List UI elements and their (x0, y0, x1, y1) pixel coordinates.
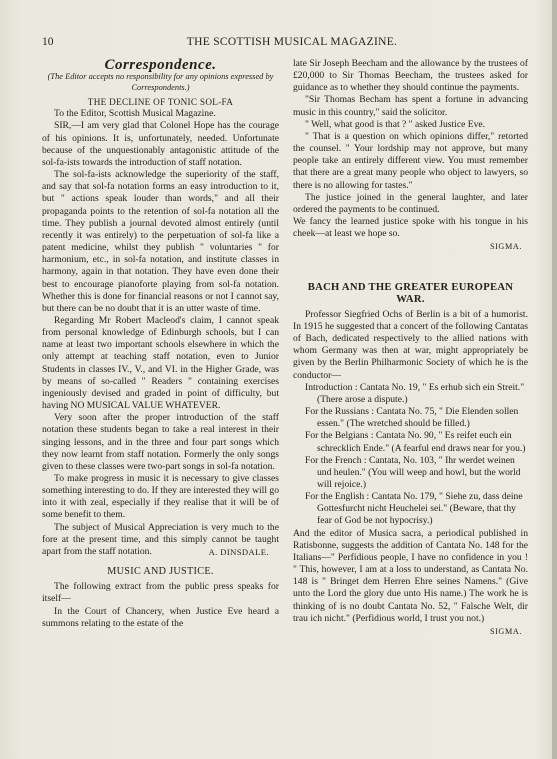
paragraph: " Well, what good is that ? " asked Justice Eve. (305, 118, 486, 130)
letter-salutation: To the Editor, Scottish Musical Magazine. (54, 108, 216, 120)
letter-signature: A. DINSDALE. (208, 546, 269, 557)
cantata-item: For the French : Cantata, No. 103, " Ihr werdet weinen und heulen." (You will weep and howl, but the world will rejoice.) (305, 454, 521, 490)
article-signature: SIGMA. (489, 242, 522, 252)
paragraph: late Sir Joseph Beecham and the allowance by the trustees of £20,000 to Sir Thomas Beecham, the trustees asked for guidance as to whether they should continue the payments. (293, 58, 528, 94)
cantata-item: Introduction : Cantata No. 19, " Es erhub sich ein Streit." (There arose a dispute.) (305, 381, 525, 405)
paragraph: And the editor of Musica sacra, a periodical published in Ratisbonne, suggests the addition of Cantata No. 148 for the Italians—" Perfidious people, I have no confidence in you ! " This, however, I am at a loss to understand, as Cantata No. 148 is " Bringet dem Herren Ehre seines Namens." (Give unto the Lord the glory due unto His name.) The work he is thinking of is no doubt Cantata No. 52, " Falsche Welt, dir trau ich nicht." (Perfidious world, I trust you not.) (293, 527, 528, 624)
cantata-item: For the Belgians : Cantata No. 90, " Es reifet euch ein schrecklich Ende." (A fearful end draws near for you.) (305, 430, 526, 454)
paragraph: The justice joined in the general laughter, and later ordered the payments to be continued. (293, 191, 528, 215)
paragraph: In the Court of Chancery, when Justice Eve heard a summons relating to the estate of the (42, 605, 279, 629)
cantata-item: For the Russians : Cantata No. 75, " Die Elenden sollen essen." (The wretched should be filled.) (305, 406, 519, 430)
paragraph: "Sir Thomas Becham has spent a fortune in advancing music in this country," said the solicitor. (293, 94, 528, 118)
paragraph: To make progress in music it is necessary to give classes something interesting to do. If they are interested they will go into it with zeal, especially if they realise that it will be of some benefit to them. (42, 473, 279, 521)
page-number: 10 (42, 36, 54, 48)
paragraph: Regarding Mr Robert Macleod's claim, I cannot speak from personal knowledge of Edinburgh schools, but I can name at least two important schools elsewhere in which the only attempt at teaching staff notation, even to Junior Students in classes IV., V., and VI. in the Higher Grade, was by means of so-called " Readers " containing exercises ingeniously devised and graded in point of difficulty, but having NO MUSICAL VALUE WHATEVER. (42, 314, 279, 412)
paragraph: SIR,—I am very glad that Colonel Hope has the courage of his opinions. It is, unfortunately, needed. Unfortunate because of the unquestionably antagonistic attitude of the sol-fa-ists towards the introduction of staff notation. (42, 120, 279, 168)
section-title: Correspondence. (104, 57, 217, 73)
right-column (293, 58, 528, 638)
article-heading: BACH AND THE GREATER EUROPEAN WAR. (307, 281, 514, 305)
editor-disclaimer: (The Editor accepts no responsibility for any opinions expressed by Correspondents.) (47, 72, 274, 92)
paragraph: Very soon after the proper introduction of the staff notation these students began to take a real interest in their singing lessons, and in the three and four part songs which they now learnt from staff notation. Formerly the only songs given to these classes were two-part songs in sol-fa notation. (42, 412, 279, 472)
page-edge (552, 0, 557, 759)
letter-title: THE DECLINE OF TONIC SOL-FA (87, 97, 234, 108)
paragraph: " That is a question on which opinions differ," retorted the counsel. " Your lordship may not approve, but many people take an entirely different view. You must remember that there are a great many people who object to lawyers, so there is no allowing for tastes." (293, 130, 528, 191)
running-head: THE SCOTTISH MUSICAL MAGAZINE. (186, 36, 398, 48)
paragraph-text: The subject of Musical Appreciation is very much to the fore at the present time, and this simply cannot be taught apart from the staff notation. (42, 521, 279, 557)
paragraph: Professor Siegfried Ochs of Berlin is a bit of a humorist. In 1915 he suggested that a concert of the following Cantatas of Bach, dedicated respectively to the allied nations with whom Germany was then at war, might appropriately be given by the Berlin Philharmonic Society of which he is the conductor— (293, 308, 528, 381)
article-heading: MUSIC AND JUSTICE. (107, 566, 214, 578)
paragraph (42, 522, 279, 558)
paragraph: The sol-fa-ists acknowledge the superiority of the staff, and say that sol-fa notation forms an easy introduction to it, but " actions speak louder than words," and all their propaganda points to the retention of sol-fa notation all the time. They publish a journal devoted almost entirely (until recently it was entirely) to the perpetuation of sol-fa like a patent medicine, whilst they publish " voluntaries " for harmonium, etc., in sol-fa notation, and institute classes in harmony, again in that notation. They have even done their best to encourage pianoforte playing from sol-fa notation. Whether this is done for financial reasons or not I cannot say, but there can be no doubt that it is an utter waste of time. (42, 169, 279, 314)
paragraph: We fancy the learned justice spoke with his tongue in his cheek—at least we hope so. (293, 216, 528, 240)
paragraph: The following extract from the public press speaks for itself— (42, 581, 279, 605)
page-header (42, 36, 542, 52)
cantata-item: For the English : Cantata No. 179, " Siehe zu, dass deine Gottesfurcht nicht Heuchelei sei." (Beware, that thy fear of God be not hypocrisy.) (305, 491, 523, 527)
article-signature: SIGMA. (489, 626, 522, 636)
left-column (42, 58, 279, 630)
